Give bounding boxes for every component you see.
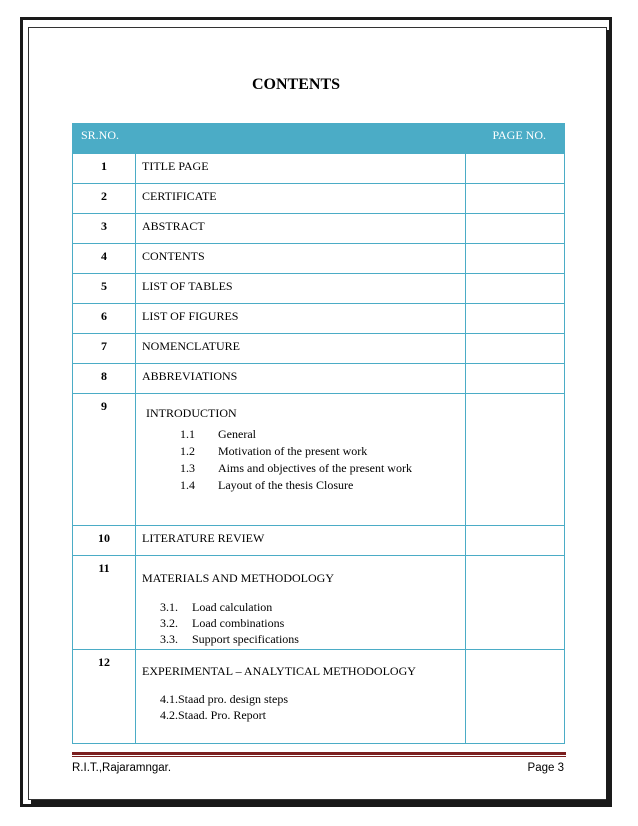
row-title: LIST OF TABLES [136,274,466,304]
subsection [180,460,465,477]
subsection-title: General [218,427,256,441]
row-title-cell [136,650,466,744]
row-title: ABSTRACT [136,214,466,244]
table-row [73,394,565,526]
row-title-cell [136,556,466,650]
page-title: CONTENTS [251,76,341,93]
header-page-no: PAGE NO. [466,124,565,154]
row-title: NOMENCLATURE [136,334,466,364]
page-border-shadow-bottom [31,800,610,804]
table-row [73,556,565,650]
subsection-title: 4.1.Staad pro. design steps [160,692,288,706]
page-border-shadow-right [606,30,610,807]
row-page [466,184,565,214]
row-page [466,274,565,304]
table-row [73,244,565,274]
table-row [73,214,565,244]
row-page [466,214,565,244]
subsection-title: Load combinations [192,616,285,630]
subsection-title: Support specifications [192,632,299,646]
row-number: 7 [73,334,136,364]
row-title: ABBREVIATIONS [136,364,466,394]
row-title: CERTIFICATE [136,184,466,214]
subsection-number: 1.2 [180,444,195,458]
row-number: 1 [73,154,136,184]
subsection [160,615,465,631]
subsection [180,477,465,494]
footer-institution: R.I.T.,Rajaramngar. [72,762,172,774]
row-page [466,650,565,744]
row-page [466,244,565,274]
subsection-title: 4.2.Staad. Pro. Report [160,708,266,722]
subsection [180,426,465,443]
row-title: INTRODUCTION [146,406,237,420]
subsection-number: 1.3 [180,461,195,475]
row-number: 3 [73,214,136,244]
row-number: 9 [73,394,136,526]
table-row [73,184,565,214]
row-number: 10 [73,526,136,556]
subsection [180,443,465,460]
subsection-title: Layout of the thesis Closure [218,478,354,492]
subsection-title: Motivation of the present work [218,444,368,458]
table-row [73,274,565,304]
row-title: CONTENTS [136,244,466,274]
row-title: LITERATURE REVIEW [136,526,466,556]
subsection-number: 3.3. [160,632,178,646]
table-row [73,334,565,364]
row-page [466,154,565,184]
table-row [73,364,565,394]
footer-rule [72,752,566,755]
subsection [160,599,465,615]
row-page [466,394,565,526]
row-number: 8 [73,364,136,394]
header-sr-no: SR.NO. [73,124,466,154]
row-title-cell [136,394,466,526]
row-title: TITLE PAGE [136,154,466,184]
subsection-title: Aims and objectives of the present work [218,461,412,475]
row-number: 6 [73,304,136,334]
footer-rule-thin [72,756,566,757]
table-row [73,304,565,334]
row-title: MATERIALS AND METHODOLOGY [142,571,334,585]
subsection-number: 1.1 [180,427,195,441]
row-page [466,334,565,364]
row-number: 12 [73,650,136,744]
row-page [466,364,565,394]
row-number: 4 [73,244,136,274]
row-number: 11 [73,556,136,650]
table-row [73,526,565,556]
table-row [73,154,565,184]
contents-table [72,123,565,744]
row-title: EXPERIMENTAL – ANALYTICAL METHODOLOGY [142,664,416,678]
table-row [73,650,565,744]
subsection-number: 3.1. [160,600,178,614]
row-number: 5 [73,274,136,304]
subsection-number: 1.4 [180,478,195,492]
row-page [466,526,565,556]
footer-page-number: Page 3 [527,762,564,774]
row-page [466,556,565,650]
row-page [466,304,565,334]
subsection-title: Load calculation [192,600,273,614]
subsection [160,631,465,647]
row-number: 2 [73,184,136,214]
subsection-number: 3.2. [160,616,178,630]
row-title: LIST OF FIGURES [136,304,466,334]
